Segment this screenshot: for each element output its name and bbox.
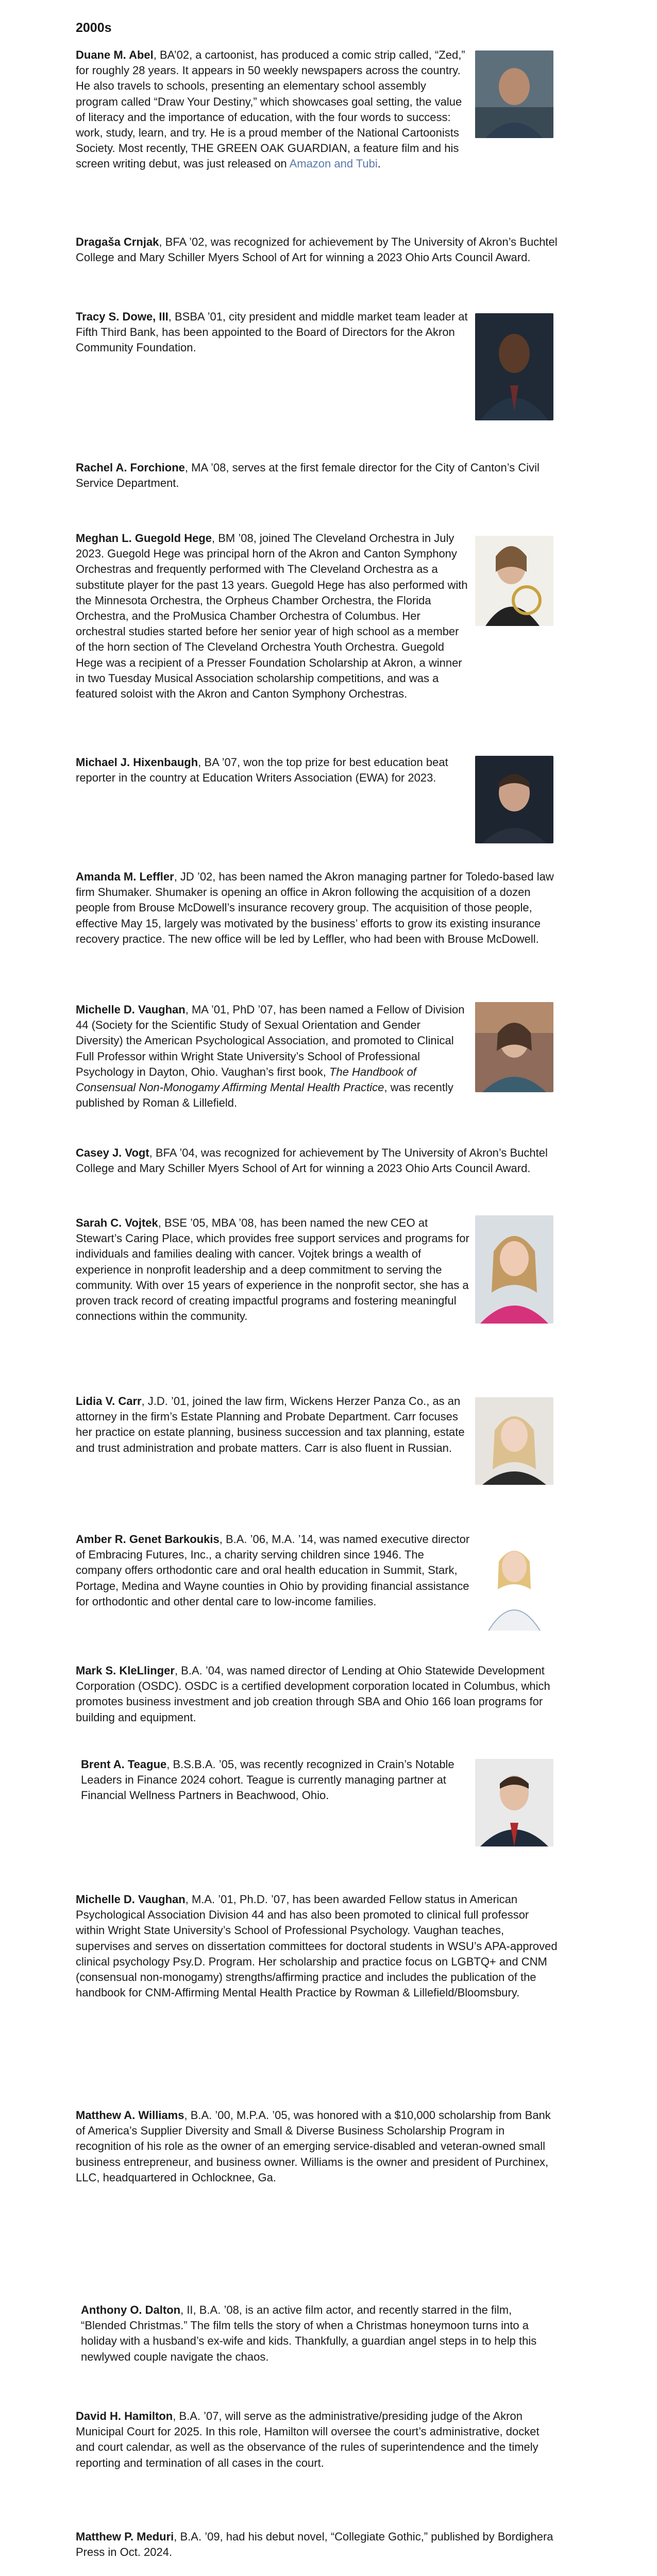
alumni-note xyxy=(76,1215,470,1324)
alumni-note xyxy=(76,47,470,172)
alumni-name: Matthew P. Meduri xyxy=(76,2530,174,2543)
brent-teague-photo xyxy=(475,1759,553,1846)
alumni-note-text: , II, B.A. ’08, is an active film actor, and recently starred in the film, “Blended Christmas.” The film tells the story of when a Christmas honeymoon turns into a holiday with a husband’s ex-wife and kids. Thankfully, a guardian angel steps in to help this newlywed couple navigate the chaos. xyxy=(81,2303,537,2363)
meghan-hege-photo xyxy=(475,536,553,626)
alumni-note-text-end: . xyxy=(377,157,381,171)
alumni-note-text: , MA ’01, PhD ’07, has been named a Fellow of Division 44 (Society for the Scientific Study of Sexual Orientation and Gender Diversity) the American Psychological Association, and promoted to Clinical Full Professor within Wright State University’s School of Professional Psychology in Dayton, Ohio. Vaughan’s first book, xyxy=(76,1003,465,1078)
alumni-note xyxy=(76,1892,560,2001)
alumni-note-text: , B.S.B.A. ’05, was recently recognized in Crain’s Notable Leaders in Finance 2024 cohort. Teague is currently managing partner at Financial Wellness Partners in Beachwood, Ohio. xyxy=(81,1758,454,1802)
alumni-note xyxy=(76,1145,560,1176)
alumni-note-text: , J.D. ’01, joined the law firm, Wickens Herzer Panza Co., as an attorney in the firm’s Estate Planning and Probate Department. Carr focuses her practice on estate planning, business succession and tax planning, estate and trust administration and probate matters. Carr is also fluent in Russian. xyxy=(76,1395,465,1454)
alumni-note-text: , BA’02, a cartoonist, has produced a comic strip called, “Zed,” for roughly 28 years. It appears in 50 weekly newspapers across the country. He also travels to schools, presenting an elementary school assembly program called “Draw Your Destiny,” which showcases goal setting, the value of literacy and the importance of education, with the four words to success: work, study, learn, and try. He is a proud member of the National Cartoonists Society. Most recently, THE GREEN OAK GUARDIAN, a feature film and his screen writing debut, was just released on xyxy=(76,48,465,171)
alumni-name: Dragaša Crnjak xyxy=(76,235,159,248)
alumni-note xyxy=(76,531,470,702)
alumni-note-text: , BFA ’04, was recognized for achievement by The University of Akron’s Buchtel College and Mary Schiller Myers School of Art for winning a 2023 Ohio Arts Council Award. xyxy=(76,1146,548,1175)
alumni-name: Sarah C. Vojtek xyxy=(76,1216,158,1229)
lidia-carr-photo xyxy=(475,1397,553,1485)
michelle-vaughan-photo xyxy=(475,1002,553,1092)
alumni-note xyxy=(76,2409,560,2471)
alumni-name: Lidia V. Carr xyxy=(76,1395,142,1408)
alumni-note xyxy=(76,1002,470,1111)
alumni-name: Amanda M. Leffler xyxy=(76,870,174,883)
alumni-name: Casey J. Vogt xyxy=(76,1146,149,1159)
alumni-note xyxy=(76,1663,560,1725)
amber-barkoukis-photo xyxy=(475,1533,553,1631)
alumni-note xyxy=(76,1532,470,1609)
book-title: The Handbook of Consensual Non-Monogamy Affirming Mental Health Practice xyxy=(76,1065,416,1094)
michael-hixenbaugh-photo xyxy=(475,756,553,843)
amazon-tubi-link[interactable]: Amazon and Tubi xyxy=(289,157,378,171)
alumni-note-text: , BA ’07, won the top prize for best education beat reporter in the country at Education Writers Association (EWA) for 2023. xyxy=(76,756,448,785)
alumni-name: Tracy S. Dowe, III xyxy=(76,310,169,323)
alumni-note xyxy=(81,1757,475,1804)
alumni-note xyxy=(76,460,560,491)
alumni-name: Michelle D. Vaughan xyxy=(76,1893,186,1906)
alumni-note-text: , M.A. ’01, Ph.D. ’07, has been awarded Fellow status in American Psychological Association Division 44 and has also been promoted to clinical full professor within Wright State University’s School of Professional Psychology. Vaughan teaches, supervises and serves on dissertation committees for doctoral students in WSU’s APA-approved clinical psychology Psy.D. Program. Her scholarship and practice focus on LGBTQ+ and CNM (consensual non-monogamy) strengths/affirming practice and includes the publication of the handbook for CNM-Affirming Mental Health Practice by Rowman & Lillefield/Bloomsbury. xyxy=(76,1893,558,1999)
alumni-note xyxy=(76,869,560,947)
alumni-note-text: , B.A. ’06, M.A. ’14, was named executive director of Embracing Futures, Inc., a charity serving children since 1946. The company offers orthodontic care and oral health education in Summit, Stark, Portage, Medina and Wayne counties in Ohio by providing financial assistance for orthodontic and other dental care to low-income families. xyxy=(76,1533,470,1608)
alumni-note xyxy=(76,2108,560,2185)
tracy-dowe-photo xyxy=(475,313,553,420)
alumni-name: Rachel A. Forchione xyxy=(76,461,185,474)
alumni-name: Michelle D. Vaughan xyxy=(76,1003,186,1016)
duane-abel-photo xyxy=(475,50,553,138)
alumni-note-text: , B.A. ’09, had his debut novel, “Collegiate Gothic,” published by Bordighera Press in Oct. 2024. xyxy=(76,2530,553,2559)
alumni-name: Duane M. Abel xyxy=(76,48,154,61)
alumni-note-text: , BSBA ’01, city president and middle market team leader at Fifth Third Bank, has been appointed to the Board of Directors for the Akron Community Foundation. xyxy=(76,310,468,354)
alumni-name: Brent A. Teague xyxy=(81,1758,167,1771)
sarah-vojtek-photo xyxy=(475,1215,553,1324)
alumni-note xyxy=(76,755,470,786)
alumni-name: David H. Hamilton xyxy=(76,2410,173,2422)
decade-heading: 2000s xyxy=(76,21,112,35)
alumni-note-text: , B.A. ’04, was named director of Lending at Ohio Statewide Development Corporation (OSDC). OSDC is a certified development corporation located in Columbus, which promotes business investment and job creation through SBA and Ohio 166 loan programs for building and equipment. xyxy=(76,1664,550,1724)
alumni-note-text: , JD ’02, has been named the Akron managing partner for Toledo-based law firm Shumaker. Shumaker is opening an office in Akron following the acquisition of a dozen people from Brouse McDowell’s insurance recovery group. The acquisition of those people, effective May 15, largely was motivated by the business’ efforts to grow its existing insurance recovery practice. The new office will be led by Leffler, who had been with Brouse McDowell. xyxy=(76,870,554,945)
alumni-note xyxy=(76,1394,470,1456)
alumni-name: Mark S. KleLlinger xyxy=(76,1664,175,1677)
alumni-note-text: , BSE ’05, MBA ’08, has been named the new CEO at Stewart’s Caring Place, which provides free support services and programs for individuals and families dealing with cancer. Vojtek brings a wealth of experience in nonprofit leadership and a deep commitment to serving the community. With over 15 years of experience in the nonprofit sector, she has a proven track record of creating impactful programs and fostering meaningful connections within the community. xyxy=(76,1216,469,1323)
alumni-note xyxy=(81,2302,560,2365)
alumni-note-text: , B.A. ’00, M.P.A. ’05, was honored with a $10,000 scholarship from Bank of America’s Supplier Diversity and Small & Diverse Business Scholarship Program in recognition of his role as the owner of an emerging service-disabled and veteran-owned small business entrepreneur, and business owner. Williams is the owner and president of Purchinex, LLC, headquartered in Ochlocknee, Ga. xyxy=(76,2109,551,2184)
alumni-note-text: , B.A. ’07, will serve as the administrative/presiding judge of the Akron Municipal Court for 2025. In this role, Hamilton will oversee the court’s administrative, docket and court calendar, as well as the observance of the rules of superintendence and the timely reporting and termination of all cases in the court. xyxy=(76,2410,540,2469)
alumni-note xyxy=(76,309,470,356)
alumni-name: Meghan L. Guegold Hege xyxy=(76,532,212,545)
alumni-name: Amber R. Genet Barkoukis xyxy=(76,1533,220,1546)
alumni-note-text: , BFA ’02, was recognized for achievement by The University of Akron’s Buchtel College and Mary Schiller Myers School of Art for winning a 2023 Ohio Arts Council Award. xyxy=(76,235,558,264)
alumni-name: Anthony O. Dalton xyxy=(81,2303,181,2316)
alumni-name: Michael J. Hixenbaugh xyxy=(76,756,198,769)
alumni-name: Matthew A. Williams xyxy=(76,2109,184,2122)
alumni-note-text: , BM ’08, joined The Cleveland Orchestra in July 2023. Guegold Hege was principal horn of the Akron and Canton Symphony Orchestras and frequently performed with The Cleveland Orchestra as a substitute player for the past 13 years. Guegold Hege has also performed with the Minnesota Orchestra, the Orpheus Chamber Orchestra, the Florida Orchestra, and the ProMusica Chamber Orchestra of Columbus. Her orchestral studies started before her senior year of high school as a member of the horn section of The Cleveland Orchestra Youth Orchestra. Guegold Hege was a recipient of a Presser Foundation Scholarship at Akron, a winner in two Tuesday Musical Association scholarship competitions, and was a featured soloist with the Akron and Canton Symphony Orchestras. xyxy=(76,532,468,701)
alumni-note-text: , MA ’08, serves at the first female director for the City of Canton’s Civil Service Department. xyxy=(76,461,540,490)
alumni-note xyxy=(76,2529,560,2560)
alumni-note xyxy=(76,234,560,265)
alumni-note-text-end: , was recently published by Roman & Lillefield. xyxy=(76,1081,453,1110)
